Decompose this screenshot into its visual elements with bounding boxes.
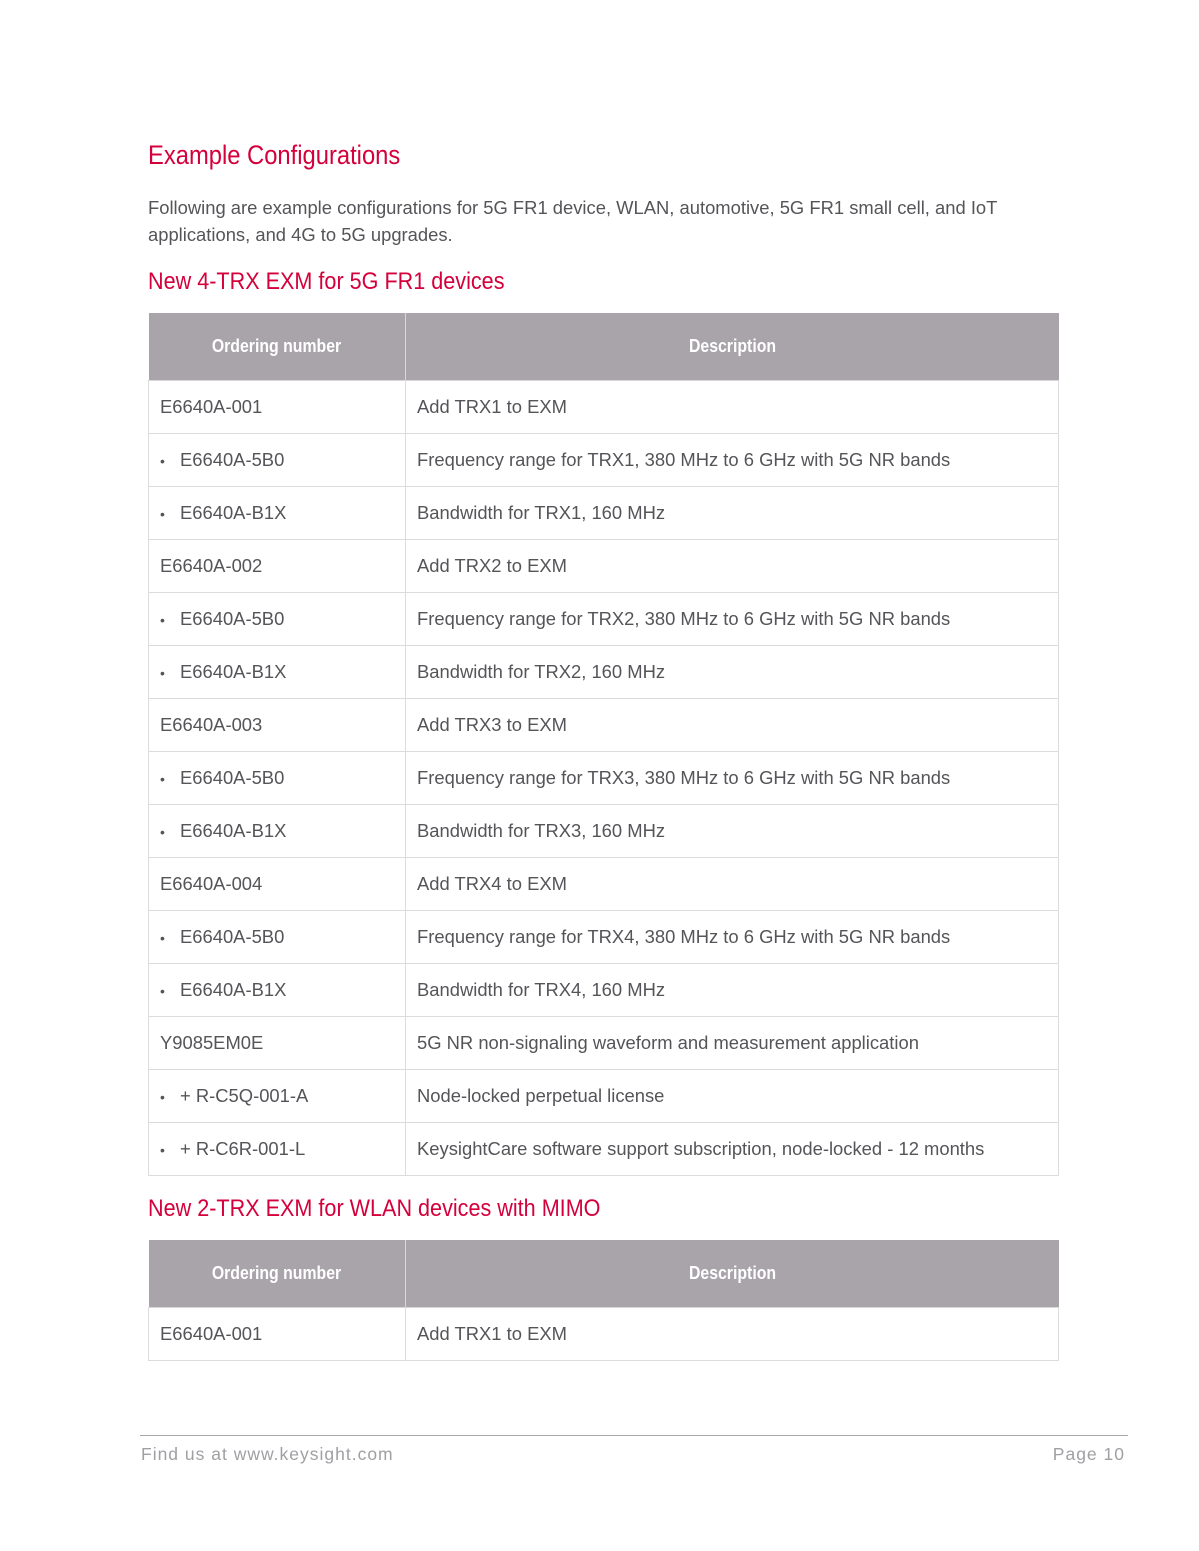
ordering-number: Y9085EM0E: [160, 1032, 264, 1053]
ordering-number-cell: [149, 434, 406, 487]
table-row: [149, 964, 1059, 1017]
description-cell: Node-locked perpetual license: [406, 1070, 1059, 1123]
description-cell: Add TRX4 to EXM: [406, 858, 1059, 911]
table-row: [149, 540, 1059, 593]
intro-paragraph: Following are example configurations for 5G FR1 device, WLAN, automotive, 5G FR1 small cell, and IoT applications, and 4G to 5G upgrades.: [148, 197, 998, 245]
section-heading-2trx: New 2-TRX EXM for WLAN devices with MIMO: [148, 1195, 601, 1222]
bullet-icon: •: [160, 1089, 165, 1105]
description-cell: Add TRX3 to EXM: [406, 699, 1059, 752]
table-row: [149, 805, 1059, 858]
page-title: Example Configurations: [148, 140, 401, 170]
ordering-number: E6640A-5B0: [180, 608, 285, 629]
ordering-number-cell: [149, 487, 406, 540]
description-cell: Bandwidth for TRX2, 160 MHz: [406, 646, 1059, 699]
bullet-icon: •: [160, 1142, 165, 1158]
description-cell: Bandwidth for TRX3, 160 MHz: [406, 805, 1059, 858]
column-header-description: Description: [406, 313, 1059, 381]
table-header-row: [149, 1240, 1059, 1308]
column-header-ordering-number: Ordering number: [149, 1240, 406, 1308]
footer-divider: [140, 1435, 1128, 1436]
description-cell: KeysightCare software support subscription, node-locked - 12 months: [406, 1123, 1059, 1176]
ordering-number: E6640A-5B0: [180, 449, 285, 470]
bullet-icon: •: [160, 612, 165, 628]
ordering-number: E6640A-5B0: [180, 926, 285, 947]
ordering-number-cell: [149, 752, 406, 805]
table-row: [149, 646, 1059, 699]
bullet-icon: •: [160, 453, 165, 469]
column-header-description: Description: [406, 1240, 1059, 1308]
table-row: [149, 1017, 1059, 1070]
description-cell: Frequency range for TRX1, 380 MHz to 6 GHz with 5G NR bands: [406, 434, 1059, 487]
table-row: [149, 1308, 1059, 1361]
ordering-number-cell: [149, 540, 406, 593]
description-cell: Add TRX2 to EXM: [406, 540, 1059, 593]
bullet-icon: •: [160, 506, 165, 522]
description-cell: Add TRX1 to EXM: [406, 381, 1059, 434]
ordering-number-cell: [149, 805, 406, 858]
ordering-number-cell: [149, 1070, 406, 1123]
ordering-number: E6640A-B1X: [180, 979, 287, 1000]
table-row: [149, 911, 1059, 964]
description-cell: Bandwidth for TRX1, 160 MHz: [406, 487, 1059, 540]
description-cell: Frequency range for TRX4, 380 MHz to 6 GHz with 5G NR bands: [406, 911, 1059, 964]
table-header-row: [149, 313, 1059, 381]
bullet-icon: •: [160, 824, 165, 840]
footer-page-number: Page 10: [1052, 1444, 1125, 1464]
ordering-number-cell: [149, 858, 406, 911]
ordering-number-cell: [149, 646, 406, 699]
ordering-number-cell: [149, 1017, 406, 1070]
footer-website: Find us at www.keysight.com: [141, 1444, 394, 1464]
ordering-number-cell: [149, 1308, 406, 1361]
table-row: [149, 699, 1059, 752]
bullet-icon: •: [160, 930, 165, 946]
column-header-ordering-number: Ordering number: [149, 313, 406, 381]
ordering-number: E6640A-003: [160, 714, 263, 735]
ordering-number: E6640A-B1X: [180, 502, 287, 523]
ordering-number-cell: [149, 1123, 406, 1176]
table-row: [149, 487, 1059, 540]
ordering-number: + R-C6R-001-L: [180, 1138, 306, 1159]
ordering-number: + R-C5Q-001-A: [180, 1085, 309, 1106]
bullet-icon: •: [160, 665, 165, 681]
table-row: [149, 1123, 1059, 1176]
ordering-number: E6640A-002: [160, 555, 263, 576]
ordering-number: E6640A-001: [160, 396, 263, 417]
table-row: [149, 1070, 1059, 1123]
section-heading-4trx: New 4-TRX EXM for 5G FR1 devices: [148, 268, 505, 295]
description-cell: Add TRX1 to EXM: [406, 1308, 1059, 1361]
table-row: [149, 593, 1059, 646]
table-row: [149, 381, 1059, 434]
description-cell: Frequency range for TRX2, 380 MHz to 6 GHz with 5G NR bands: [406, 593, 1059, 646]
ordering-number-cell: [149, 699, 406, 752]
bullet-icon: •: [160, 771, 165, 787]
ordering-number: E6640A-001: [160, 1323, 263, 1344]
description-cell: 5G NR non-signaling waveform and measurement application: [406, 1017, 1059, 1070]
table-row: [149, 752, 1059, 805]
ordering-number: E6640A-B1X: [180, 661, 287, 682]
ordering-number: E6640A-B1X: [180, 820, 287, 841]
description-cell: Frequency range for TRX3, 380 MHz to 6 GHz with 5G NR bands: [406, 752, 1059, 805]
ordering-number-cell: [149, 911, 406, 964]
config-table-2trx: [148, 1240, 1059, 1361]
ordering-number: E6640A-5B0: [180, 767, 285, 788]
ordering-number-cell: [149, 964, 406, 1017]
table-row: [149, 434, 1059, 487]
ordering-number: E6640A-004: [160, 873, 263, 894]
ordering-number-cell: [149, 593, 406, 646]
ordering-number-cell: [149, 381, 406, 434]
bullet-icon: •: [160, 983, 165, 999]
description-cell: Bandwidth for TRX4, 160 MHz: [406, 964, 1059, 1017]
table-row: [149, 858, 1059, 911]
config-table-4trx: [148, 313, 1059, 1176]
